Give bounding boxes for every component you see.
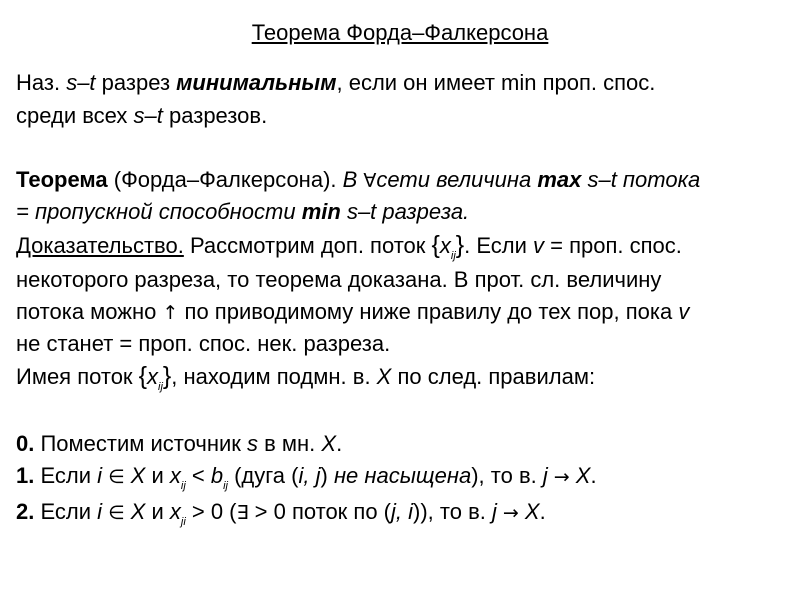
text: Имея поток xyxy=(16,364,139,389)
forall-symbol: ∀ xyxy=(363,170,377,192)
proof-line-2: некоторого разреза, то теорема доказана. В прот. сл. величину xyxy=(16,267,662,292)
rule-1 xyxy=(16,463,597,490)
text: (дуга ( xyxy=(227,463,299,488)
ji-var: j, i xyxy=(391,499,414,524)
max-term: max xyxy=(537,167,582,192)
subscript: ji xyxy=(180,516,186,528)
proof-line-4: не станет = проп. спос. нек. разреза. xyxy=(16,331,391,356)
rule-number: 0. xyxy=(16,431,35,456)
slide-title: Теорема Форда–Фалкерсона xyxy=(251,20,549,45)
left-brace: { xyxy=(138,362,148,390)
ij-var: i, j xyxy=(298,463,321,488)
text: . xyxy=(336,431,343,456)
left-brace: { xyxy=(431,231,440,259)
theorem-line-1 xyxy=(16,167,700,194)
text: (Форда–Фалкерсона). xyxy=(107,167,343,192)
proof-heading: Доказательство. xyxy=(16,233,184,258)
st-term: s–t xyxy=(133,103,163,128)
text: . xyxy=(539,499,546,524)
right-brace: } xyxy=(455,231,465,259)
x-var: x xyxy=(147,364,159,389)
X-set: X xyxy=(130,463,146,488)
rule-number: 2. xyxy=(16,499,35,524)
text: > 0 ( xyxy=(185,499,237,524)
text: и xyxy=(145,499,170,524)
b-var: b xyxy=(210,463,224,488)
text: < xyxy=(185,463,211,488)
proof-line-5 xyxy=(16,362,596,393)
text: и xyxy=(145,463,170,488)
j-var: j xyxy=(491,499,497,524)
X-set: X xyxy=(321,431,337,456)
right-arrow-icon: → xyxy=(547,466,576,488)
X-set: X xyxy=(130,499,146,524)
theorem-line-2 xyxy=(16,199,469,225)
text: s–t потока xyxy=(581,167,701,192)
text: ), то в. xyxy=(471,463,543,488)
x-var: x xyxy=(169,499,181,524)
i-var: i xyxy=(97,499,103,524)
text: Рассмотрим доп. поток xyxy=(183,233,432,258)
rule-2 xyxy=(16,499,546,526)
rule-number: 1. xyxy=(16,463,35,488)
X-set: X xyxy=(575,463,591,488)
subscript: ij xyxy=(158,381,163,393)
text: , если он имеет min проп. спос. xyxy=(336,70,656,95)
element-of-symbol: ∈ xyxy=(102,466,131,488)
subscript: ij xyxy=(180,480,186,492)
text: разрезов. xyxy=(162,103,268,128)
text: разрез xyxy=(95,70,177,95)
text: Если xyxy=(34,463,98,488)
X-set: X xyxy=(376,364,392,389)
text: )), то в. xyxy=(413,499,492,524)
text: по след. правилам: xyxy=(391,364,596,389)
i-var: i xyxy=(97,463,103,488)
s-var: s xyxy=(247,431,258,456)
text: ) xyxy=(320,463,334,488)
x-var: x xyxy=(169,463,181,488)
subscript: ij xyxy=(450,250,456,262)
text: среди всех xyxy=(16,103,134,128)
right-brace: } xyxy=(162,362,172,390)
right-arrow-icon: → xyxy=(496,502,525,524)
x-var: x xyxy=(439,233,451,258)
up-arrow-icon: ↑ xyxy=(162,302,179,324)
text: сети величина xyxy=(376,167,538,192)
j-var: j xyxy=(542,463,548,488)
unsaturated-term: не насыщена xyxy=(333,463,472,488)
text: > 0 поток по ( xyxy=(248,499,392,524)
text: . Если xyxy=(464,233,534,258)
text: . xyxy=(590,463,597,488)
definition-line-2 xyxy=(16,103,267,129)
proof-line-1 xyxy=(16,231,682,262)
text: Если xyxy=(34,499,98,524)
minimal-term: минимальным xyxy=(176,70,337,95)
text: = пропускной способности xyxy=(16,199,302,224)
text: Поместим источник xyxy=(34,431,247,456)
text: = проп. спос. xyxy=(544,233,682,258)
v-var: v xyxy=(533,233,545,258)
v-var: v xyxy=(678,299,690,324)
X-set: X xyxy=(524,499,540,524)
proof-line-3 xyxy=(16,299,689,326)
subscript: ij xyxy=(223,480,228,492)
text: s–t разреза. xyxy=(340,199,470,224)
exists-symbol: ∃ xyxy=(236,502,249,524)
st-term: s–t xyxy=(66,70,96,95)
text: Наз. xyxy=(16,70,67,95)
theorem-heading: Теорема xyxy=(16,167,108,192)
text: потока можно xyxy=(16,299,163,324)
text: в мн. xyxy=(258,431,322,456)
rule-0 xyxy=(16,431,342,457)
definition-line-1 xyxy=(16,70,655,96)
text: , находим подмн. в. xyxy=(171,364,377,389)
text: В xyxy=(342,167,364,192)
min-term: min xyxy=(301,199,341,224)
text: по приводимому ниже правилу до тех пор, пока xyxy=(178,299,679,324)
element-of-symbol: ∈ xyxy=(102,502,131,524)
